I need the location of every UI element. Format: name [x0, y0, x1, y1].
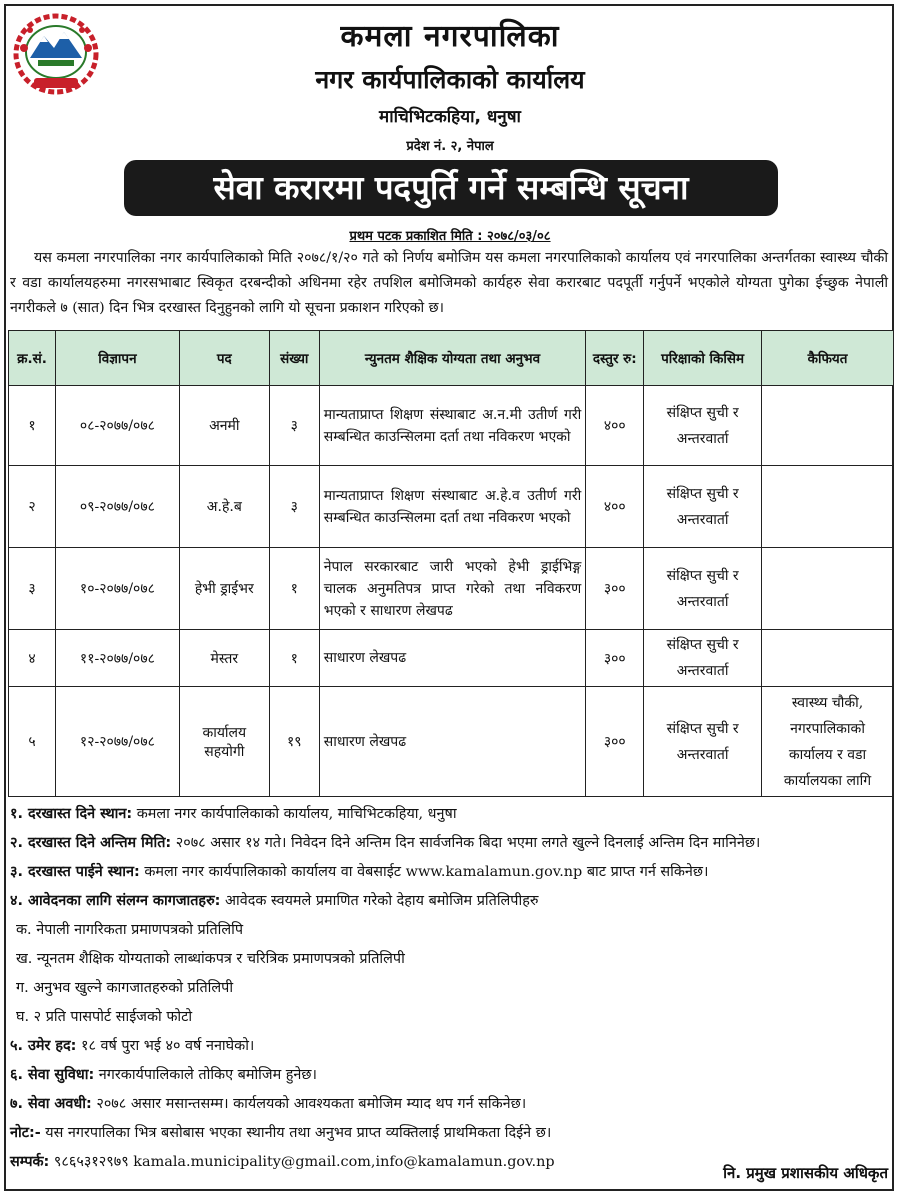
term-text: यस नगरपालिका भित्र बसोबास भएका स्थानीय तथा अनुभव प्राप्त व्यक्तिलाई प्राथमिकता दिईने छ। — [40, 1125, 552, 1141]
cell-exam-type: संक्षिप्त सुची र अन्तरवार्ता — [644, 548, 762, 630]
header-post: पद — [179, 331, 269, 386]
list-item — [10, 800, 890, 829]
cell-sn: ५ — [9, 687, 56, 797]
header-fee: दस्तुर रु: — [586, 331, 644, 386]
cell-count: १९ — [269, 687, 319, 797]
term-text: ख. न्यूनतम शैक्षिक योग्यताको लाब्धांकपत्र र चरित्रिक प्रमाणपत्रको प्रतिलिपी — [16, 951, 405, 967]
term-label: ६. सेवा सुविधा: — [10, 1067, 95, 1083]
cell-qualification: साधारण लेखपढ — [319, 687, 586, 797]
list-item — [10, 829, 890, 858]
term-text: घ. २ प्रति पासपोर्ट साईजको फोटो — [16, 1009, 193, 1025]
cell-fee: ३०० — [586, 548, 644, 630]
list-item — [10, 1003, 890, 1032]
cell-advertisement: ०८-२०७७/०७८ — [55, 386, 179, 466]
term-label: नोट:- — [10, 1125, 41, 1141]
cell-qualification: साधारण लेखपढ — [319, 630, 586, 687]
header-advertisement: विज्ञापन — [55, 331, 179, 386]
header-exam-type: परिक्षाको किसिम — [644, 331, 762, 386]
table-row — [9, 466, 894, 548]
header-count: संख्या — [269, 331, 319, 386]
cell-sn: ४ — [9, 630, 56, 687]
cell-post: कार्यालय सहयोगी — [179, 687, 269, 797]
term-text: ग. अनुभव खुल्ने कागजातहरुको प्रतिलिपी — [16, 980, 234, 996]
cell-remarks: स्वास्थ्य चौकी, नगरपालिकाको कार्यालय र वडा कार्यालयका लागि — [762, 687, 894, 797]
term-text: कमला नगर कार्यपालिकाको कार्यालय वा वेबसाईट www.kamalamun.gov.np बाट प्राप्त गर्न सकिनेछ। — [139, 864, 709, 880]
list-item — [10, 974, 890, 1003]
cell-qualification: नेपाल सरकारबाट जारी भएको हेभी ड्राईभिङ्ग चालक अनुमतिपत्र प्राप्त गरेको तथा नविकरण भएको र साधारण लेखपढ — [319, 548, 586, 630]
signature-title: नि. प्रमुख प्रशासकीय अधिकृत — [723, 1164, 888, 1182]
municipality-name: कमला नगरपालिका — [340, 19, 560, 54]
list-item — [10, 1119, 890, 1148]
province-line: प्रदेश नं. २, नेपाल — [406, 139, 494, 154]
list-item — [10, 916, 890, 945]
cell-count: १ — [269, 630, 319, 687]
list-item — [10, 1032, 890, 1061]
cell-exam-type: संक्षिप्त सुची र अन्तरवार्ता — [644, 687, 762, 797]
table-row — [9, 687, 894, 797]
notice-title-banner: सेवा करारमा पदपुर्ति गर्ने सम्बन्धि सूचना — [124, 160, 778, 216]
cell-fee: ४०० — [586, 386, 644, 466]
cell-sn: २ — [9, 466, 56, 548]
notice-terms-list — [10, 800, 890, 1177]
cell-sn: १ — [9, 386, 56, 466]
cell-count: १ — [269, 548, 319, 630]
term-label: १. दरखास्त दिने स्थान: — [10, 806, 133, 822]
term-text: आवेदक स्वयमले प्रमाणित गरेको देहाय बमोजिम प्रतिलिपीहरु — [220, 893, 539, 909]
intro-paragraph: यस कमला नगरपालिका नगर कार्यपालिकाको मिति २०७८/१/२० गते को निर्णय बमोजिम यस कमला नगरपालिकाको कार्यालय एवं नगरपालिका अन्तर्गतका स्वास्थ्य चौकी र वडा कार्यालयहरुमा नगरसभाबाट स्विकृत दरबन्दीको अधिनमा रहेर तपशिल बमोजिमको कार्यहरु सेवा करारबाट पदपूर्ती गर्नुपर्ने भएकोले योग्यता पुगेका ईच्छुक नेपाली नगरीकले ७ (सात) दिन भित्र दरखास्त दिनुहुनको लागि यो सूचना प्रकाशन गरिएको छ। — [10, 250, 888, 316]
cell-qualification: मान्यताप्राप्त शिक्षण संस्थाबाट अ.हे.व उतीर्ण गरी सम्बन्धित काउन्सिलमा दर्ता तथा नविकरण भएको — [319, 466, 586, 548]
list-item — [10, 1061, 890, 1090]
cell-fee: ४०० — [586, 466, 644, 548]
cell-remarks — [762, 466, 894, 548]
cell-exam-type: संक्षिप्त सुची र अन्तरवार्ता — [644, 630, 762, 687]
cell-advertisement: ०९-२०७७/०७८ — [55, 466, 179, 548]
term-text: २०७८ असार १४ गते। निवेदन दिने अन्तिम दिन सार्वजनिक बिदा भएमा लगते खुल्ने दिनलाई अन्तिम दिन मानिनेछ। — [171, 835, 761, 851]
cell-remarks — [762, 386, 894, 466]
term-label: ५. उमेर हद: — [10, 1038, 77, 1054]
list-item — [10, 887, 890, 916]
cell-fee: ३०० — [586, 687, 644, 797]
cell-fee: ३०० — [586, 630, 644, 687]
term-text: ९८६५३१२९७९ kamala.municipality@gmail.com,info@kamalamun.gov.np — [49, 1154, 555, 1170]
term-label: ७. सेवा अवधी: — [10, 1096, 92, 1112]
cell-remarks — [762, 548, 894, 630]
term-label: ४. आवेदनका लागि संलग्न कागजातहरु: — [10, 893, 221, 909]
term-text: २०७८ असार मसान्तसम्म। कार्यलयको आवश्यकता बमोजिम म्याद थप गर्न सकिनेछ। — [91, 1096, 527, 1112]
cell-post: मेस्तर — [179, 630, 269, 687]
table-row — [9, 630, 894, 687]
header-remarks: कैफियत — [762, 331, 894, 386]
term-text: क. नेपाली नागरिकता प्रमाणपत्रको प्रतिलिपि — [16, 922, 244, 938]
term-label: ३. दरखास्त पाईने स्थान: — [10, 864, 140, 880]
table-header-row — [9, 331, 894, 386]
cell-post: हेभी ड्राईभर — [179, 548, 269, 630]
office-name: नगर कार्यपालिकाको कार्यालय — [315, 65, 585, 94]
list-item — [10, 945, 890, 974]
cell-advertisement: १२-२०७७/०७८ — [55, 687, 179, 797]
cell-count: ३ — [269, 386, 319, 466]
term-text: नगरकार्यपालिकाले तोकिए बमोजिम हुनेछ। — [94, 1067, 317, 1083]
cell-exam-type: संक्षिप्त सुची र अन्तरवार्ता — [644, 386, 762, 466]
list-item — [10, 858, 890, 887]
cell-advertisement: १०-२०७७/०७८ — [55, 548, 179, 630]
cell-post: अ.हे.ब — [179, 466, 269, 548]
cell-post: अनमी — [179, 386, 269, 466]
table-row — [9, 386, 894, 466]
cell-remarks — [762, 630, 894, 687]
cell-exam-type: संक्षिप्त सुची र अन्तरवार्ता — [644, 466, 762, 548]
table-row — [9, 548, 894, 630]
list-item — [10, 1090, 890, 1119]
header-sn: क्र.सं. — [9, 331, 56, 386]
header-qualification: न्युनतम शैक्षिक योग्यता तथा अनुभव — [319, 331, 586, 386]
published-date: प्रथम पटक प्रकाशित मिति : २०७८/०३/०८ — [349, 229, 551, 244]
cell-advertisement: ११-२०७७/०७८ — [55, 630, 179, 687]
term-label: २. दरखास्त दिने अन्तिम मिति: — [10, 835, 172, 851]
office-location: माचिभिटकहिया, धनुषा — [379, 107, 521, 127]
term-text: कमला नगर कार्यपालिकाको कार्यालय, माचिभिटकहिया, धनुषा — [132, 806, 457, 822]
term-label: सम्पर्क: — [10, 1154, 50, 1170]
term-text: १८ वर्ष पुरा भई ४० वर्ष ननाघेको। — [76, 1038, 255, 1054]
cell-sn: ३ — [9, 548, 56, 630]
cell-count: ३ — [269, 466, 319, 548]
vacancy-table — [8, 330, 894, 797]
cell-qualification: मान्यताप्राप्त शिक्षण संस्थाबाट अ.न.मी उतीर्ण गरी सम्बन्धित काउन्सिलमा दर्ता तथा नविकरण भएको — [319, 386, 586, 466]
